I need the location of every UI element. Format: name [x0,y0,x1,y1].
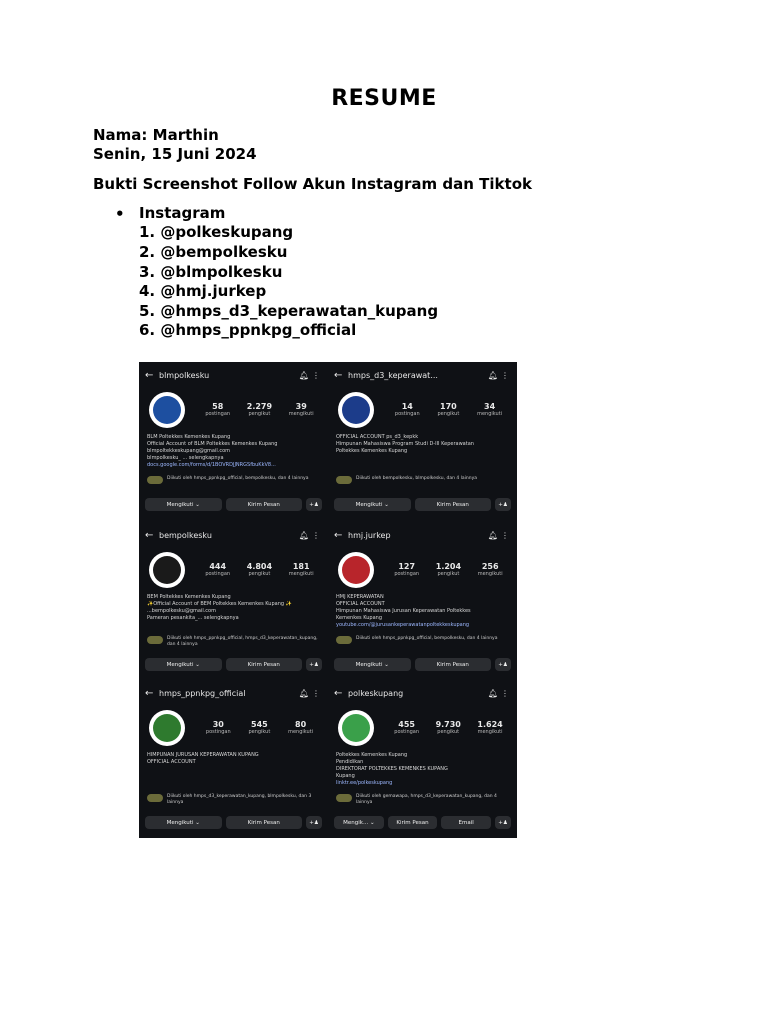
bio-line: Poltekkes Kemenkes Kupang [336,752,408,758]
back-arrow-icon[interactable]: ← [334,687,343,699]
bell-icon[interactable]: 🔔︎ [298,530,310,540]
profile-bio [336,434,511,455]
followed-by-text: Diikuti oleh hmps_ppnkpg_official, bempolkesku, dan 4 lainnya [356,636,498,641]
add-user-button[interactable]: +♟ [495,658,511,671]
profile-stats [197,562,322,577]
profile-bio [147,594,322,622]
follower-avatars [336,636,352,644]
bell-icon[interactable]: 🔔︎ [487,688,499,698]
subtitle: Bukti Screenshot Follow Akun Instagram dan Tiktok [93,175,532,193]
follower-avatars [336,794,352,802]
bio-line: BLM Poltekkes Kemenkes Kupang [147,434,231,440]
add-user-button[interactable]: +♟ [495,816,511,829]
followed-by-text: Diikuti oleh hmps_ppnkpg_official, hmps_d3_keperawatan_kupang, dan 4 lainnya [167,636,318,647]
date-line: Senin, 15 Juni 2024 [93,145,257,163]
followed-by [336,476,511,484]
more-icon[interactable]: ⋮ [312,688,320,698]
followers-label: pengikut [437,411,460,417]
posts-count: 444 [209,562,227,571]
following-label: mengikuti [288,729,314,735]
following-count: 80 [295,720,307,729]
more-icon[interactable]: ⋮ [501,688,509,698]
follower-avatars [147,476,163,484]
bell-icon[interactable]: 🔔︎ [487,530,499,540]
avatar [149,392,185,428]
followed-by-text: Diikuti oleh bempolkesku, blmpolkesku, dan 4 lainnya [356,476,478,481]
add-user-button[interactable]: +♟ [495,498,511,511]
bio-line: Pendidikan [336,759,364,765]
bio-link[interactable]: youtube.com/@jurusankeperawatanpoltekkeskupang [336,622,470,628]
following-label: mengikuti [477,411,503,417]
following-button[interactable]: Mengikuti ⌄ [334,658,411,671]
posts-count: 30 [212,720,224,729]
avatar [149,552,185,588]
bio-line: ✨Official Account of BEM Poltekkes Kemenkes Kupang ✨ [147,601,292,607]
bio-line: Official Account of BLM Poltekkes Kemenkes Kupang [147,441,278,447]
following-label: mengikuti [288,571,314,577]
follower-avatars [336,476,352,484]
bio-line: OFFICIAL ACCOUNT [147,759,196,765]
followed-by-text: Diikuti oleh hmps_d3_keperawatan_kupang, blmpolkesku, dan 3 lainnya [167,794,312,805]
profile-actions [145,658,322,671]
bio-line: HIMPUNAN JURUSAN KEPERAWATAN KUPANG [147,752,259,758]
avatar-logo [153,396,181,424]
profile-actions [145,498,322,511]
avatar-logo [153,714,181,742]
followers-count: 4.804 [246,562,273,571]
back-arrow-icon[interactable]: ← [145,529,154,541]
followed-by [147,794,322,806]
bio-line: Pameran pesankita_... selengkapnya [147,615,239,621]
posts-label: postingan [205,571,231,577]
bio-line: Kemenkes Kupang [336,615,382,621]
add-user-button[interactable]: +♟ [306,816,322,829]
section-instagram: Instagram [139,204,226,222]
message-button[interactable]: Kirim Pesan [226,816,303,829]
instagram-screenshot-collage [139,362,517,838]
avatar [338,552,374,588]
bio-line: DIREKTORAT POLTEKKES KEMENKES KUPANG [336,766,448,772]
bio-line: BEM Poltekkes Kemenkes Kupang [147,594,231,600]
profile-username: hmps_ppnkpg_official [159,688,246,698]
message-button[interactable]: Kirim Pesan [388,816,438,829]
name-line: Nama: Marthin [93,126,219,144]
avatar [338,392,374,428]
bio-link[interactable]: docs.google.com/forms/d/1BOVRDJJNRGSfbuKkV8... [147,462,276,468]
profile-username: polkeskupang [348,688,404,698]
posts-count: 455 [398,720,415,729]
profile-username: hmps_d3_keperawat... [348,370,438,380]
message-button[interactable]: Kirim Pesan [415,658,492,671]
followed-by [336,636,511,644]
followers-count: 545 [251,720,268,729]
following-button[interactable]: Mengikuti ⌄ [145,816,222,829]
profile-header [334,368,511,382]
followers-count: 9.730 [435,720,461,729]
profile-bio [336,594,511,629]
avatar-logo [342,714,370,742]
following-button[interactable]: Mengikuti ⌄ [145,498,222,511]
profile-actions [334,498,511,511]
bio-line: OFFICIAL ACCOUNT ps_d3_kepkk [336,434,419,440]
profile-bio [336,752,511,787]
profile-header [334,528,511,542]
account-item: 3. @blmpolkesku [139,263,283,281]
followed-by [147,476,322,484]
bell-icon[interactable]: 🔔︎ [298,370,310,380]
avatar-logo [342,556,370,584]
posts-label: postingan [394,571,420,577]
bio-line: blmpolkesku_ ... selengkapnya [147,455,224,461]
bullet-icon: • [115,205,125,223]
followers-label: pengikut [248,729,271,735]
followers-count: 2.279 [246,402,273,411]
bell-icon[interactable]: 🔔︎ [298,688,310,698]
bio-line: Poltekkes Kemenkes Kupang [336,448,408,454]
profile-stats [197,720,322,735]
followed-by [147,636,322,648]
bio-line: HMJ KEPERAWATAN [336,594,384,600]
profile-bio [147,434,322,469]
profile-stats [386,562,511,577]
followed-by [336,794,511,806]
following-button[interactable]: Mengik... ⌄ [334,816,384,829]
profile-stats [386,402,511,417]
bio-line: Himpunan Mahasiswa Program Studi D-III Keperawatan [336,441,474,447]
email-button[interactable]: Email [441,816,491,829]
message-button[interactable]: Kirim Pesan [226,498,303,511]
profile-screenshot [139,362,328,520]
followers-label: pengikut [437,571,460,577]
account-item: 1. @polkeskupang [139,223,294,241]
profile-bio [147,752,322,766]
account-item: 2. @bempolkesku [139,243,288,261]
profile-stats [197,402,322,417]
following-label: mengikuti [477,729,503,735]
add-user-button[interactable]: +♟ [306,658,322,671]
followers-label: pengikut [248,571,271,577]
document-title: RESUME [331,86,437,111]
following-count: 39 [295,402,307,411]
back-arrow-icon[interactable]: ← [145,369,154,381]
posts-label: postingan [205,411,231,417]
following-count: 256 [481,562,499,571]
more-icon[interactable]: ⋮ [312,530,320,540]
avatar [149,710,185,746]
following-count: 1.624 [477,720,503,729]
profile-username: hmj.jurkep [348,530,391,540]
avatar-logo [153,556,181,584]
more-icon[interactable]: ⋮ [501,370,509,380]
more-icon[interactable]: ⋮ [501,530,509,540]
followers-count: 170 [440,402,457,411]
back-arrow-icon[interactable]: ← [334,369,343,381]
profile-header [145,528,322,542]
posts-label: postingan [394,411,420,417]
following-label: mengikuti [477,571,503,577]
profile-username: bempolkesku [159,530,212,540]
posts-count: 127 [398,562,416,571]
profile-screenshot [139,522,328,680]
account-item: 6. @hmps_ppnkpg_official [139,321,357,339]
add-user-button[interactable]: +♟ [306,498,322,511]
profile-header [334,686,511,700]
message-button[interactable]: Kirim Pesan [226,658,303,671]
following-label: mengikuti [288,411,314,417]
follower-avatars [147,794,163,802]
profile-header [145,368,322,382]
account-item: 4. @hmj.jurkep [139,282,267,300]
bio-link[interactable]: linktr.ee/polkeskupang [336,780,393,786]
following-button[interactable]: Mengikuti ⌄ [145,658,222,671]
avatar-logo [342,396,370,424]
followed-by-text: Diikuti oleh hmps_ppnkpg_official, bempolkesku, dan 4 lainnya [167,476,309,481]
account-item: 5. @hmps_d3_keperawatan_kupang [139,302,439,320]
followed-by-text: Diikuti oleh gemawapa, hmps_d3_keperawatan_kupang, dan 4 lainnya [356,794,497,805]
bio-line: ...bempolkesku@gmail.com [147,608,216,614]
bio-line: Himpunan Mahasiswa Jurusan Keperawatan Poltekkes [336,608,471,614]
followers-label: pengikut [248,411,271,417]
profile-actions [145,816,322,829]
back-arrow-icon[interactable]: ← [334,529,343,541]
profile-screenshot [328,362,517,520]
followers-count: 1.204 [435,562,462,571]
profile-stats [386,720,511,735]
profile-username: blmpolkesku [159,370,210,380]
following-count: 34 [484,402,496,411]
avatar [338,710,374,746]
followers-label: pengikut [437,729,460,735]
profile-header [145,686,322,700]
following-button[interactable]: Mengikuti ⌄ [334,498,411,511]
posts-count: 58 [212,402,224,411]
more-icon[interactable]: ⋮ [312,370,320,380]
posts-label: postingan [394,729,420,735]
posts-count: 14 [401,402,413,411]
profile-screenshot [328,680,517,838]
follower-avatars [147,636,163,644]
bio-line: blmpoltekkeskupang@gmail.com [147,448,231,454]
message-button[interactable]: Kirim Pesan [415,498,492,511]
profile-screenshot [328,522,517,680]
profile-actions [334,816,511,829]
posts-label: postingan [205,729,231,735]
bell-icon[interactable]: 🔔︎ [487,370,499,380]
bio-line: Kupang [336,773,355,779]
profile-actions [334,658,511,671]
following-count: 181 [292,562,310,571]
bio-line: OFFICIAL ACCOUNT [336,601,385,607]
profile-screenshot [139,680,328,838]
back-arrow-icon[interactable]: ← [145,687,154,699]
